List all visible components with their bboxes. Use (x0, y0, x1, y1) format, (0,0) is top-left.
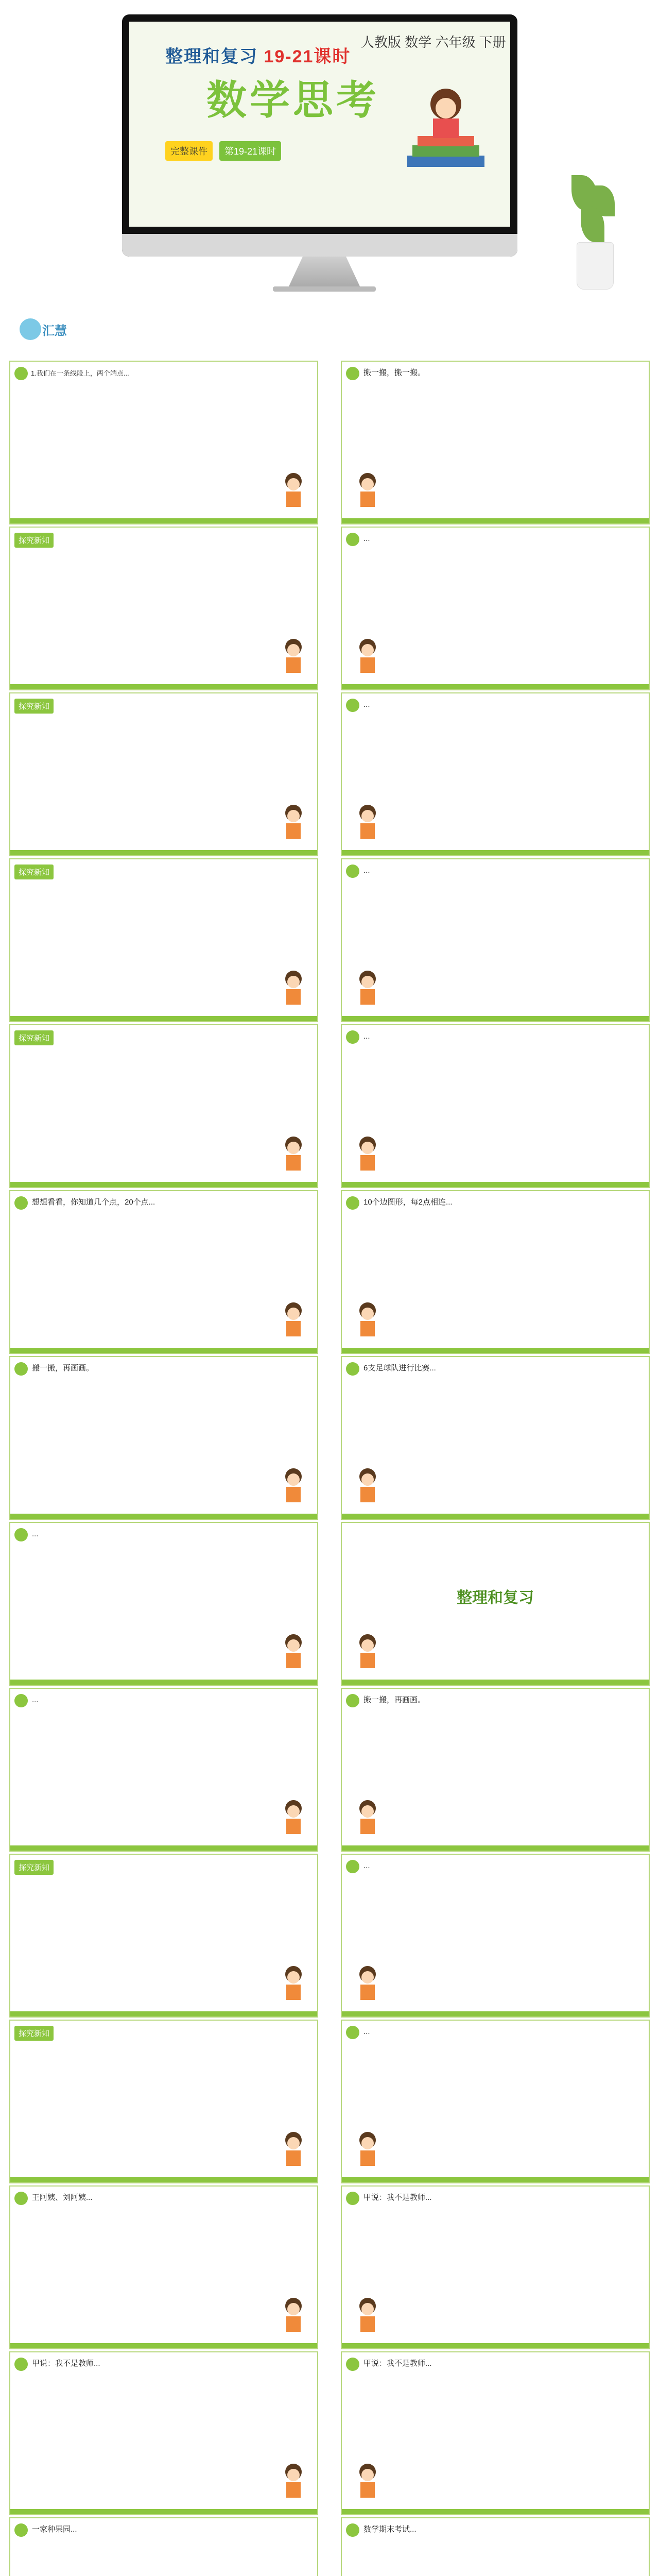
slide-text-line: 1.我们在一条线段上，两个端点... (31, 369, 129, 377)
slide-bottom-band (342, 2343, 649, 2348)
slide-number-icon (346, 533, 359, 546)
monitor-frame (122, 14, 517, 257)
slide-thumbnail (9, 361, 318, 524)
slide-thumbnail (9, 527, 318, 690)
slide-heading: ... (363, 1861, 370, 1870)
slide-heading: ... (363, 700, 370, 709)
slide-heading: ... (363, 866, 370, 875)
slide-number-icon (346, 2523, 359, 2537)
slide-bottom-band (342, 850, 649, 855)
student-cartoon-icon (352, 1631, 383, 1672)
slide-bottom-band (342, 1845, 649, 1851)
slide-number-icon (14, 1528, 28, 1541)
slide-heading: 搬一搬，搬一搬。 (363, 368, 426, 377)
slide-number-icon (346, 367, 359, 380)
slide-bottom-band (10, 2177, 317, 2182)
slide-bottom-band (10, 1182, 317, 1187)
slide-thumbnail (9, 692, 318, 856)
student-cartoon-icon (352, 1299, 383, 1341)
slide-bottom-band (342, 2509, 649, 2514)
student-cartoon-icon (278, 470, 309, 511)
slide-bottom-band (342, 1514, 649, 1519)
slide-bottom-band (10, 1680, 317, 1685)
slide-thumbnail (9, 2351, 318, 2515)
student-cartoon-icon (278, 1465, 309, 1506)
slide-heading: 王阿姨、刘阿姨... (32, 2193, 93, 2202)
monitor-stand (288, 257, 360, 287)
cover-main-title: 数学思考 (206, 77, 380, 123)
slide-bottom-band (10, 1514, 317, 1519)
slide-thumbnail (341, 858, 650, 1022)
cover-title-prefix: 整理和复习 (165, 47, 258, 66)
slide-number-icon (346, 1362, 359, 1376)
slide-thumbnail (9, 2517, 318, 2576)
slide-thumbnail (341, 2185, 650, 2349)
slide-thumbnail (341, 2517, 650, 2576)
slide-number-icon (14, 1362, 28, 1376)
slide-heading: 搬一搬，再画画。 (363, 1696, 426, 1704)
slide-number-icon (346, 1030, 359, 1044)
logo-text: 汇慧 (42, 324, 67, 338)
brand-logo (20, 315, 81, 345)
student-cartoon-icon (352, 636, 383, 677)
slide-number-icon (346, 1860, 359, 1873)
slide-number-icon (14, 1196, 28, 1210)
slide-thumbnail (341, 1854, 650, 2018)
slide-number-icon (14, 367, 28, 380)
slide-number-icon (346, 865, 359, 878)
student-cartoon-icon (352, 1465, 383, 1506)
slide-heading: ... (32, 1530, 39, 1538)
slide-thumbnail (341, 361, 650, 524)
student-cartoon-icon (278, 968, 309, 1009)
slide-number-icon (14, 2523, 28, 2537)
monitor-chin (122, 234, 517, 257)
slide-heading: ... (363, 534, 370, 543)
cover-tag-complete: 完整课件 (165, 141, 213, 161)
slide-bottom-band (10, 518, 317, 523)
slide-bottom-band (342, 1348, 649, 1353)
slide-bottom-band (342, 2011, 649, 2016)
student-cartoon-icon (278, 1133, 309, 1175)
slide-bottom-band (342, 1182, 649, 1187)
slide-number-icon (346, 699, 359, 712)
slide-section-badge: 探究新知 (14, 1860, 54, 1875)
slide-thumbnail (9, 1024, 318, 1188)
student-cartoon-icon (278, 802, 309, 843)
slide-thumbnail (341, 2020, 650, 2183)
student-cartoon-icon (278, 2461, 309, 2502)
slide-bottom-band (342, 684, 649, 689)
slide-heading: 甲说：我不是教师... (363, 2193, 432, 2202)
slide-thumbnail (9, 2185, 318, 2349)
slide-thumbnail (341, 527, 650, 690)
slide-thumbnail (341, 1024, 650, 1188)
cover-tag-lessons: 第19-21课时 (219, 141, 281, 161)
slide-bottom-band (10, 1348, 317, 1353)
monitor-base (273, 286, 376, 292)
slide-bottom-band (342, 2177, 649, 2182)
slide-thumbnail (9, 1522, 318, 1686)
slide-number-icon (346, 2026, 359, 2039)
slide-thumbnail (9, 1190, 318, 1354)
slide-heading: 10个边图形，每2点相连... (363, 1198, 453, 1207)
slide-heading: 一家种果园... (32, 2525, 77, 2534)
student-cartoon-icon (278, 1963, 309, 2004)
slide-number-icon (14, 2358, 28, 2371)
slide-bottom-band (342, 1016, 649, 1021)
slide-thumbnail (9, 2020, 318, 2183)
slide-bottom-band (342, 1680, 649, 1685)
slide-bottom-band (10, 1016, 317, 1021)
plant-pot (577, 242, 614, 290)
cover-subtitle (165, 42, 351, 67)
cover-slide (129, 22, 510, 227)
reading-girl-illustration (397, 78, 495, 181)
student-cartoon-icon (278, 2129, 309, 2170)
slide-section-badge: 探究新知 (14, 533, 54, 548)
slide-bottom-band (10, 850, 317, 855)
slide-thumbnail (341, 1356, 650, 1520)
student-cartoon-icon (278, 636, 309, 677)
slide-thumbnail (341, 1688, 650, 1852)
slide-thumbnail (9, 858, 318, 1022)
slide-thumbnail (341, 692, 650, 856)
slide-thumbnail (341, 1522, 650, 1686)
slide-bottom-band (10, 2343, 317, 2348)
student-cartoon-icon (352, 968, 383, 1009)
student-cartoon-icon (278, 1797, 309, 1838)
student-cartoon-icon (352, 1963, 383, 2004)
slide-section-badge: 探究新知 (14, 699, 54, 714)
slide-heading: 数学期末考试... (363, 2525, 417, 2534)
student-cartoon-icon (278, 1631, 309, 1672)
slide-heading: 想想看看，你知道几个点，20个点... (32, 1198, 155, 1207)
slide-heading: 甲说：我不是教师... (32, 2359, 100, 2368)
slide-heading: 6支足球队进行比赛... (363, 1364, 436, 1372)
student-cartoon-icon (352, 2129, 383, 2170)
student-cartoon-icon (352, 802, 383, 843)
student-cartoon-icon (352, 1797, 383, 1838)
slide-thumbnail (341, 1190, 650, 1354)
slide-bottom-band (10, 2509, 317, 2514)
slide-thumbnail (9, 1854, 318, 2018)
slide-number-icon (346, 1694, 359, 1707)
slide-number-icon (14, 1694, 28, 1707)
slide-number-icon (14, 2192, 28, 2205)
slide-number-icon (346, 1196, 359, 1210)
student-cartoon-icon (278, 2295, 309, 2336)
slide-thumbnail (9, 1356, 318, 1520)
slide-section-badge: 探究新知 (14, 865, 54, 879)
slide-heading: 搬一搬，再画画。 (32, 1364, 94, 1372)
slide-thumbnail (341, 2351, 650, 2515)
slide-number-icon (346, 2358, 359, 2371)
slide-bottom-band (10, 684, 317, 689)
slide-number-icon (346, 2192, 359, 2205)
slide-bottom-band (342, 518, 649, 523)
slide-thumbnail (9, 1688, 318, 1852)
cover-section (0, 0, 659, 309)
slide-heading: 甲说：我不是教师... (363, 2359, 432, 2368)
student-cartoon-icon (352, 2295, 383, 2336)
slide-heading: ... (363, 1032, 370, 1041)
slide-bottom-band (10, 1845, 317, 1851)
slide-heading: ... (363, 2027, 370, 2036)
cover-top-line: 人教版 数学 六年级 下册 (361, 35, 506, 50)
slide-bottom-band (10, 2011, 317, 2016)
cover-title-highlight: 19-21课时 (264, 47, 351, 66)
slide-section-badge: 探究新知 (14, 1030, 54, 1045)
student-cartoon-icon (352, 1133, 383, 1175)
slide-heading: ... (32, 1696, 39, 1704)
student-cartoon-icon (278, 1299, 309, 1341)
student-cartoon-icon (352, 2461, 383, 2502)
logo-mark-icon (20, 318, 41, 340)
slide-section-badge: 探究新知 (14, 2026, 54, 2041)
student-cartoon-icon (352, 470, 383, 511)
slide-section-title: 整理和复习 (457, 1589, 534, 1606)
